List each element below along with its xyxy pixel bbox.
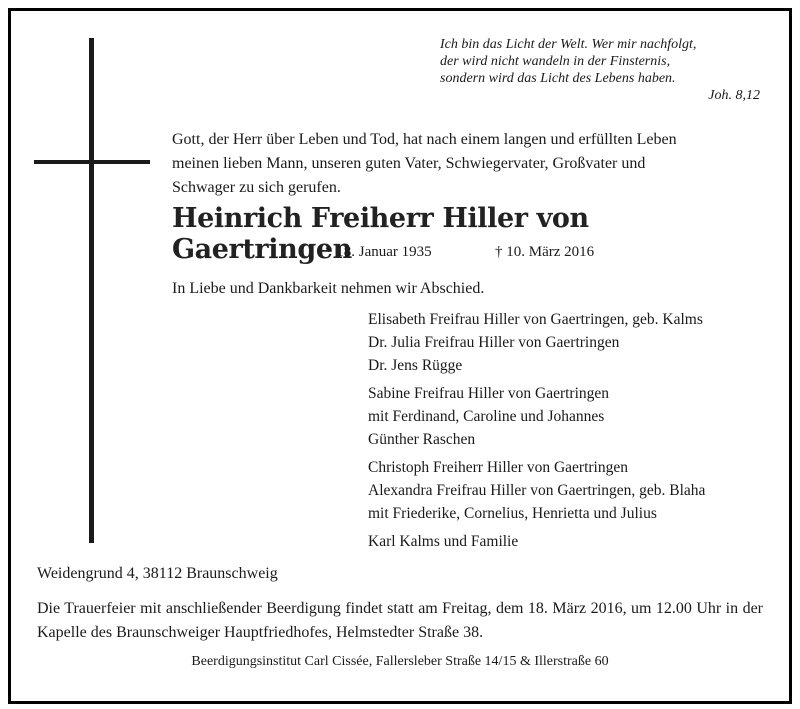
family-member: mit Ferdinand, Caroline und Johannes <box>368 408 605 425</box>
quote-line: sondern wird das Licht des Lebens haben. <box>440 71 676 86</box>
family-member: Günther Raschen <box>368 431 476 448</box>
ceremony-info <box>37 597 763 645</box>
family-group <box>368 308 778 377</box>
family-member: mit Friederike, Cornelius, Henrietta und Julius <box>368 505 657 522</box>
deceased-name: Heinrich Freiherr Hiller von Gaertringen <box>172 203 589 265</box>
intro-text <box>172 128 772 200</box>
intro-line: Schwager zu sich gerufen. <box>172 179 341 196</box>
family-member: Alexandra Freifrau Hiller von Gaertringen, geb. Blaha <box>368 482 706 499</box>
family-member: Christoph Freiherr Hiller von Gaertringen <box>368 459 628 476</box>
family-member: Elisabeth Freifrau Hiller von Gaertringen, geb. Kalms <box>368 311 703 328</box>
family-group <box>368 382 778 451</box>
ceremony-line: 12.00 Uhr in der Kapelle des Braunschweiger Hauptfriedhofes, Helmstedter Straße 38. <box>37 600 764 641</box>
family-member: Karl Kalms und Familie <box>368 533 519 550</box>
funeral-home-footer: Beerdigungsinstitut Carl Cissée, Fallersleber Straße 14/15 & Illerstraße 60 <box>191 654 609 669</box>
family-list <box>368 308 778 558</box>
quote-line: Ich bin das Licht der Welt. Wer mir nachfolgt, <box>440 37 697 52</box>
quote-line: der wird nicht wandeln in der Finsternis, <box>440 54 671 69</box>
ceremony-line: Die Trauerfeier mit anschließender Beerdigung findet statt am Freitag, dem 18. März 2016, um <box>37 600 652 617</box>
family-member: Sabine Freifrau Hiller von Gaertringen <box>368 385 610 402</box>
birth-date: * 18. Januar 1935 <box>325 244 432 260</box>
address: Weidengrund 4, 38112 Braunschweig <box>37 565 278 582</box>
cross-icon-bar <box>34 160 150 164</box>
intro-line: meinen lieben Mann, unseren guten Vater, Schwiegervater, Großvater und <box>172 155 646 172</box>
cross-icon <box>89 38 94 543</box>
family-member: Dr. Julia Freifrau Hiller von Gaertringen <box>368 334 620 351</box>
intro-line: Gott, der Herr über Leben und Tod, hat nach einem langen und erfüllten Leben <box>172 131 677 148</box>
farewell-text: In Liebe und Dankbarkeit nehmen wir Abschied. <box>172 280 485 297</box>
bible-quote <box>440 36 760 104</box>
death-date: † 10. März 2016 <box>495 244 595 260</box>
family-member: Dr. Jens Rügge <box>368 357 463 374</box>
quote-source: Joh. 8,12 <box>708 88 760 103</box>
family-group <box>368 530 778 553</box>
family-group <box>368 456 778 525</box>
